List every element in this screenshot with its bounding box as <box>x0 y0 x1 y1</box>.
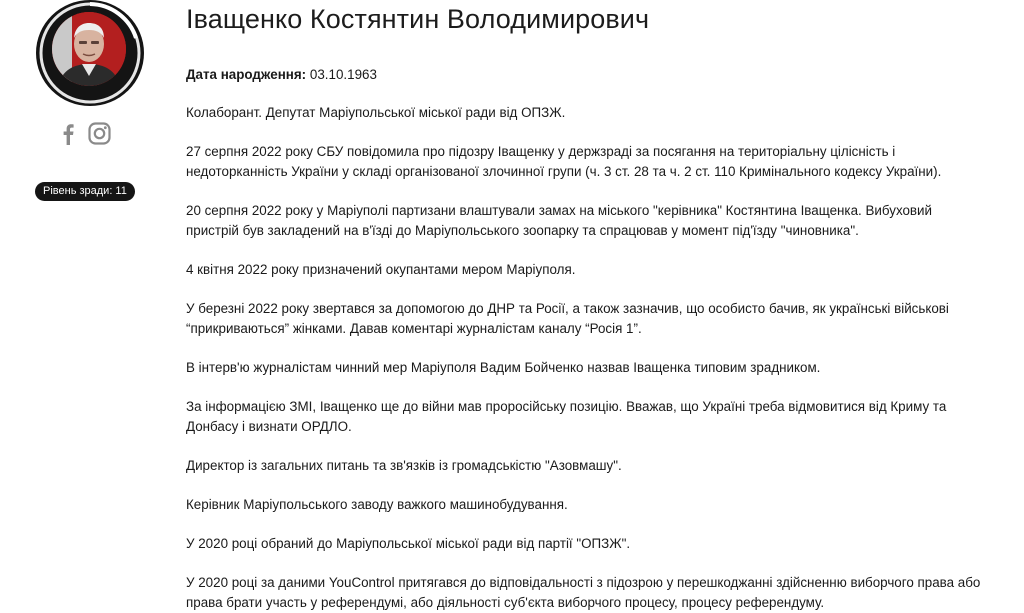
birth-date-label: Дата народження: <box>186 67 307 82</box>
birth-date-row <box>186 65 986 85</box>
bio-paragraph: У 2020 році за даними YouControl притягався до відповідальності з підозрою у перешкоджанні здійсненню виборчого права або права брати участь у референдумі, або діяльності суб'єкта виборчого процесу, процесу референдуму. <box>186 575 981 610</box>
instagram-icon[interactable] <box>88 122 111 145</box>
bio-paragraph: В інтерв'ю журналістам чинний мер Маріуполя Вадим Бойченко назвав Іващенка типовим зрадником. <box>186 360 821 375</box>
avatar <box>36 0 144 106</box>
bio-paragraph: У 2020 році обраний до Маріупольської міської ради від партії "ОПЗЖ". <box>186 536 631 551</box>
birth-date-value: 03.10.1963 <box>309 67 377 82</box>
page-title: Іващенко Костянтин Володимирович <box>186 4 650 34</box>
bio-paragraph: У березні 2022 року звертався за допомогою до ДНР та Росії, а також зазначив, що особисто бачив, як українські військові “прикриваються” жінками. Давав коментарі журналістам каналу “Росія 1”. <box>186 301 949 336</box>
biography <box>186 103 986 613</box>
avatar-photo <box>52 12 126 86</box>
bio-paragraph: 20 серпня 2022 року у Маріуполі партизани влаштували замах на міського "керівника" Костянтина Іващенка. Вибуховий пристрій був закладений на в'їзді до Маріупольського зоопарку та спрацював у момент під'їзду "чиновника". <box>186 203 933 238</box>
bio-paragraph: 4 квітня 2022 року призначений окупантами мером Маріуполя. <box>186 262 576 277</box>
bio-paragraph: За інформацією ЗМІ, Іващенко ще до війни мав проросійську позицію. Вважав, що Україні треба відмовитися від Криму та Донбасу і визнати ОРДЛО. <box>186 399 947 434</box>
bio-paragraph: Колаборант. Депутат Маріупольської міської ради від ОПЗЖ. <box>186 105 566 120</box>
bio-paragraph: Директор із загальних питань та зв'язків із громадськістю "Азовмашу". <box>186 458 622 473</box>
profile-sidebar <box>0 0 180 613</box>
facebook-icon[interactable] <box>62 123 74 145</box>
treason-level-badge: Рівень зради: 11 <box>35 182 135 201</box>
bio-paragraph: Керівник Маріупольського заводу важкого машинобудування. <box>186 497 568 512</box>
social-links <box>62 122 111 145</box>
bio-paragraph: 27 серпня 2022 року СБУ повідомила про підозру Іващенку у держзраді за посягання на територіальну цілісність і недоторканність України у складі організованої злочинної групи (ч. 3 ст. 28 та ч. 2 ст. 110 Кримінального кодексу України). <box>186 144 942 179</box>
portrait-image <box>52 12 126 86</box>
profile-content <box>186 0 986 613</box>
